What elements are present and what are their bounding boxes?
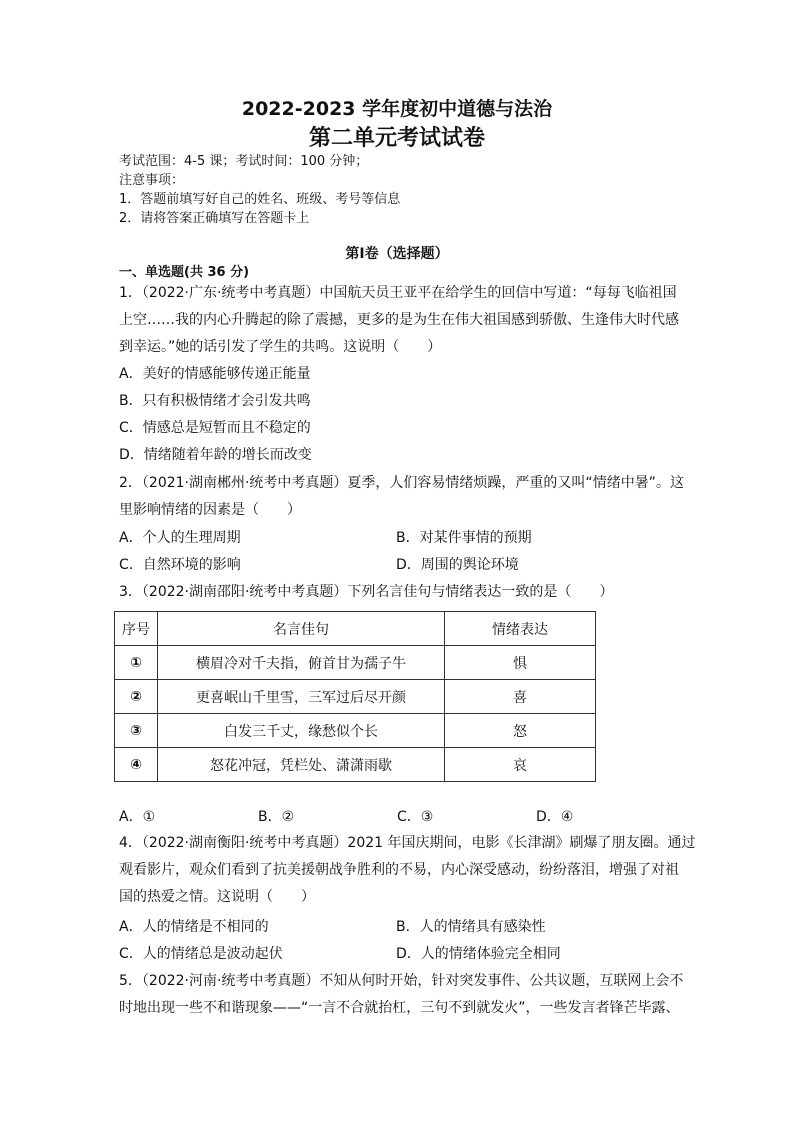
q1-line-1: 1．（2022·广东·统考中考真题）中国航天员王亚平在给学生的回信中写道：“每每飞临祖国 [119,285,677,301]
q5-line-2: 时地出现一些不和谐现象——“一言不合就抬杠，三句不到就发火”，一些发言者锋芒毕露、 [119,1000,680,1016]
table-cell: 惧 [445,646,596,680]
table-header-cell: 序号 [115,612,158,646]
exam-info-note-2: 2．请将答案正确填写在答题卡上 [119,211,310,226]
q1-option-a[interactable]: A．美好的情感能够传递正能量 [119,366,311,382]
table-cell: 喜 [445,680,596,714]
q1-option-d[interactable]: D．情绪随着年龄的增长而改变 [119,447,312,463]
table-cell: 横眉冷对千夫指，俯首甘为孺子牛 [158,646,445,680]
q5-line-1: 5．（2022·河南·统考中考真题）不知从何时开始，针对突发事件、公共议题，互联网上会不 [119,973,684,989]
table-cell: ① [115,646,158,680]
table-cell: 更喜岷山千里雪，三军过后尽开颜 [158,680,445,714]
exam-info-range: 考试范围：4-5 课；考试时间：100 分钟； [119,154,369,169]
q4-option-b[interactable]: B．人的情绪具有感染性 [396,919,546,935]
q3-table [114,611,596,782]
q2-line-2: 里影响情绪的因素是（ ） [119,502,301,518]
table-cell: ③ [115,714,158,748]
q1-line-2: 上空……我的内心升腾起的除了震撼，更多的是为生在伟大祖国感到骄傲、生逢伟大时代感 [119,312,679,328]
table-cell: 怒 [445,714,596,748]
exam-info-notes-label: 注意事项： [119,173,185,188]
table-cell: 白发三千丈，缘愁似个长 [158,714,445,748]
q2-option-b[interactable]: B．对某件事情的预期 [396,530,532,546]
table-header-cell: 名言佳句 [158,612,445,646]
table-cell: 哀 [445,748,596,782]
exam-subtitle: 第二单元考试试卷 [308,126,485,151]
table-row [115,646,596,680]
exam-title: 2022-2023 学年度初中道德与法治 [241,98,553,120]
q2-option-c[interactable]: C．自然环境的影响 [119,557,241,573]
q3-option-d[interactable]: D．④ [536,809,574,825]
q2-option-d[interactable]: D．周围的舆论环境 [396,557,519,573]
table-row [115,748,596,782]
q3-line-1: 3．（2022·湖南邵阳·统考中考真题）下列名言佳句与情绪表达一致的是（ ） [119,584,614,600]
exam-info-note-1: 1．答题前填写好自己的姓名、班级、考号等信息 [119,192,401,207]
table-cell: ④ [115,748,158,782]
part-title: 一、单选题(共 36 分) [119,265,250,280]
section-title: 第Ⅰ卷（选择题） [345,246,449,262]
table-cell: ② [115,680,158,714]
q2-line-1: 2．（2021·湖南郴州·统考中考真题）夏季，人们容易情绪烦躁，严重的又叫“情绪中暑”。这 [119,475,684,491]
q4-option-c[interactable]: C．人的情绪总是波动起伏 [119,946,283,962]
table-header-row [115,612,596,646]
table-header-cell: 情绪表达 [445,612,596,646]
q3-option-b[interactable]: B．② [258,809,295,825]
q4-line-1: 4．（2022·湖南衡阳·统考中考真题）2021 年国庆期间，电影《长津湖》刷爆了朋友圈。通过 [119,835,696,851]
q1-option-c[interactable]: C．情感总是短暂而且不稳定的 [119,420,311,436]
q1-option-b[interactable]: B．只有积极情绪才会引发共鸣 [119,393,311,409]
q3-option-c[interactable]: C．③ [397,809,434,825]
q4-line-3: 国的热爱之情。这说明（ ） [119,889,315,905]
q2-option-a[interactable]: A．个人的生理周期 [119,530,241,546]
q4-line-2: 观看影片，观众们看到了抗美援朝战争胜利的不易，内心深受感动，纷纷落泪，增强了对祖 [119,862,679,878]
q4-option-a[interactable]: A．人的情绪是不相同的 [119,919,269,935]
table-row [115,680,596,714]
q4-option-d[interactable]: D．人的情绪体验完全相同 [396,946,561,962]
q1-line-3: 到幸运。”她的话引发了学生的共鸣。这说明（ ） [119,339,442,355]
table-cell: 怒花冲冠，凭栏处、潇潇雨歇 [158,748,445,782]
q3-option-a[interactable]: A．① [119,809,156,825]
table-row [115,714,596,748]
